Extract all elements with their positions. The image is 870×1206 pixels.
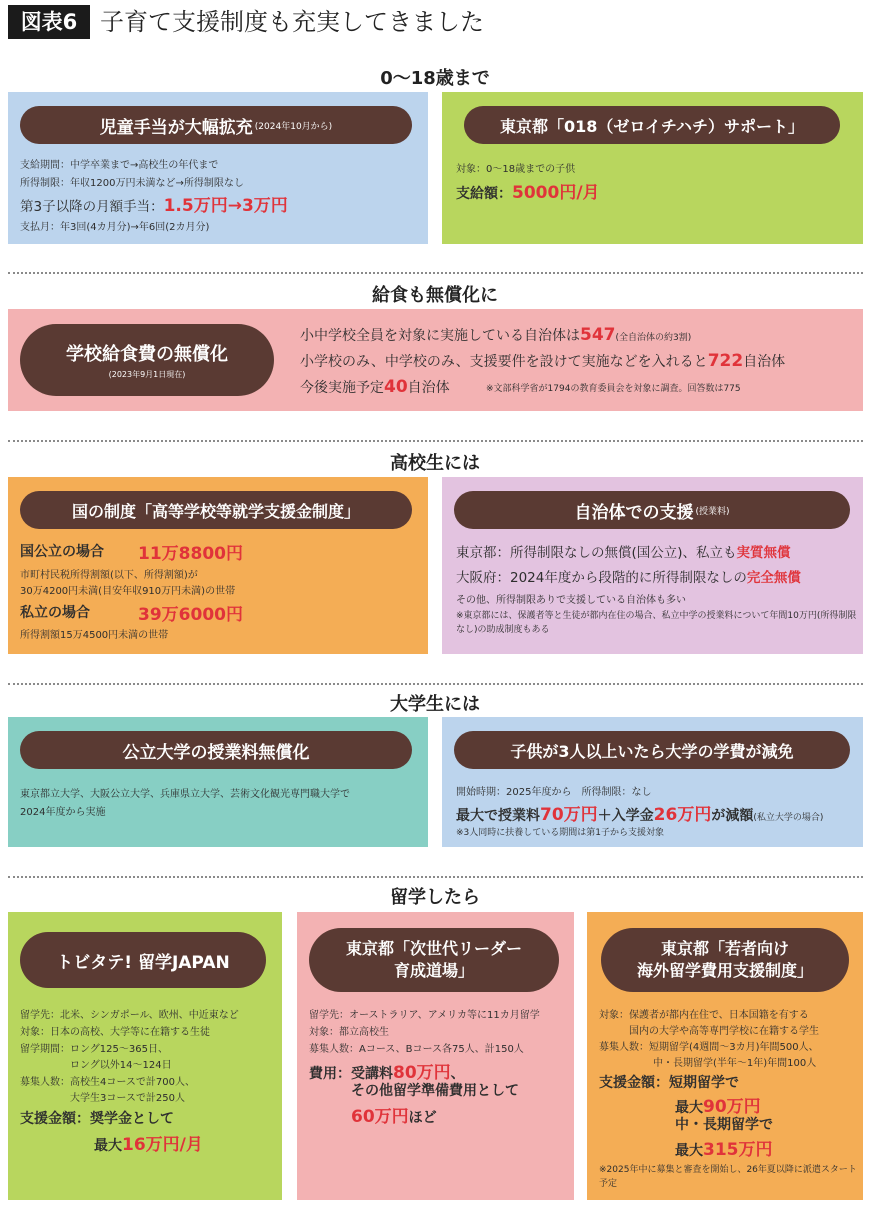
arrow: → — [227, 196, 242, 216]
text-line-highlight — [675, 1135, 773, 1160]
suffix: ほど — [408, 1110, 437, 1126]
text-line: 支給期間：中学卒業まで→高校生の年代まで — [20, 160, 219, 171]
card-tobitate — [8, 912, 282, 1200]
text-line — [456, 541, 791, 561]
card-title-note: (2024年10月から) — [254, 121, 333, 132]
label: 最大 — [94, 1138, 122, 1154]
value-to: 3万円 — [241, 196, 288, 216]
label: 大阪府：2024年度から段階的に所得制限なしの — [456, 570, 747, 586]
text-line-highlight — [456, 800, 823, 825]
text-line-highlight — [20, 191, 288, 216]
text-line: その他留学準備費用として — [351, 1083, 519, 1099]
section-divider — [8, 876, 863, 878]
text-line — [300, 377, 450, 397]
value: 315万円 — [703, 1140, 773, 1160]
label: 第3子以降の月額手当： — [20, 199, 164, 215]
value: 722 — [707, 351, 744, 371]
card-018-support — [442, 92, 863, 244]
card-title: 東京都「若者向け — [660, 938, 789, 958]
text-line: 対象：0～18歳までの子供 — [456, 164, 576, 175]
card-title-pill — [309, 928, 559, 992]
row-public-label: 国公立の場合 — [20, 544, 104, 560]
label: 小学校のみ、中学校のみ、支援要件を設けて実施などを入れると — [300, 354, 708, 370]
card-title-pill — [20, 932, 266, 988]
text-line: 対象：日本の高校、大学等に在籍する生徒 — [20, 1027, 210, 1038]
text-line: 募集人数：Aコース、Bコース各75人、計150人 — [309, 1044, 524, 1055]
text-line: 所得制限：年収1200万円未満など→所得制限なし — [20, 178, 244, 189]
text-line: 東京都立大学、大阪公立大学、兵庫県立大学、芸術文化観光専門職大学で — [20, 789, 350, 800]
card-title: 東京都「018（ゼロイチハチ）サポート」 — [500, 116, 804, 136]
value: 16万円/月 — [122, 1135, 203, 1155]
text-line: ロング以外14～124日 — [70, 1060, 172, 1071]
card-title: トビタテ! 留学JAPAN — [56, 952, 230, 973]
card-title-pill — [20, 324, 274, 396]
label: 費用：受講料 — [309, 1066, 393, 1082]
card-school-lunch — [8, 309, 863, 411]
card-title: 国の制度「高等学校等就学支援金制度」 — [71, 501, 360, 521]
suffix: 自治体 — [407, 380, 450, 396]
row-private-value: 39万6000円 — [138, 605, 243, 625]
label: 小中学校全員を対象に実施している自治体は — [300, 328, 580, 344]
card-next-gen-leader — [297, 912, 574, 1200]
section-heading-0-18: 0～18歳まで — [380, 68, 490, 89]
text-line-highlight — [456, 178, 600, 203]
text-line — [456, 566, 801, 586]
card-public-university-tuition — [8, 717, 428, 847]
figure-badge: 図表6 — [8, 5, 90, 39]
card-national-support-system — [8, 477, 428, 654]
card-title-pill — [464, 106, 840, 144]
value-from: 1.5万円 — [163, 196, 228, 216]
card-title-pill — [20, 731, 412, 769]
text-line — [300, 351, 785, 371]
footnote: 予定 — [599, 1179, 618, 1189]
note: (全自治体の約3割) — [615, 333, 692, 343]
card-title: 学校給食費の無償化 — [66, 344, 228, 365]
text-line: 市町村民税所得割額(以下、所得割額)が — [20, 570, 198, 581]
text-line: 2024年度から実施 — [20, 807, 106, 818]
footnote: ※2025年中に募集と審査を開始し、26年夏以降に派遣スタート — [599, 1165, 857, 1175]
row-public-value: 11万8800円 — [138, 544, 243, 564]
text-line: 国内の大学や高等専門学校に在籍する学生 — [629, 1026, 819, 1037]
text-line: 支援金額：奨学金として — [20, 1111, 174, 1127]
card-title-pill — [454, 731, 850, 769]
value-tuition: 70万円 — [540, 805, 598, 825]
card-title-note: (2023年9月1日現在) — [108, 370, 186, 379]
label: 今後実施予定 — [300, 380, 384, 396]
section-heading-study-abroad: 留学したら — [390, 887, 480, 908]
label: 支給額： — [456, 186, 512, 202]
text-line: 支援金額：短期留学で — [599, 1075, 739, 1091]
label: ＋入学金 — [597, 808, 654, 824]
card-title-pill — [454, 491, 850, 529]
card-title: 育成道場」 — [393, 961, 474, 980]
card-title: 東京都「次世代リーダー — [345, 938, 522, 958]
card-title: 児童手当が大幅拡充 — [99, 117, 253, 138]
card-local-government-support — [442, 477, 863, 654]
note: (私立大学の場合) — [753, 813, 824, 823]
label: 東京都：所得制限なしの無償(国公立)、私立も — [456, 545, 737, 561]
card-title: 海外留学費用支援制度」 — [636, 961, 813, 980]
value: 完全無償 — [746, 570, 801, 586]
text-line: 中・長期留学で — [675, 1117, 773, 1133]
text-line: 支払月：年3回(4カ月分)→年6回(2カ月分) — [20, 222, 210, 233]
card-title-note: (授業料) — [695, 506, 730, 517]
text-line: その他、所得制限ありで支援している自治体も多い — [456, 595, 686, 606]
text-line: 留学先：北米、シンガポール、欧州、中近東など — [20, 1010, 239, 1021]
card-title: 公立大学の授業料無償化 — [122, 742, 310, 763]
page-title: 子育て支援制度も充実してきました — [100, 8, 484, 36]
value: 60万円 — [351, 1107, 409, 1127]
footnote: ※東京都には、保護者等と生徒が都内在住の場合、私立中学の授業料について年間10万円(所得制限 — [456, 611, 857, 621]
row-private-label: 私立の場合 — [20, 605, 90, 621]
label: 最大で授業料 — [456, 808, 540, 824]
section-divider — [8, 272, 863, 274]
card-title-pill — [20, 106, 412, 144]
label: 最大 — [675, 1143, 703, 1159]
value: 547 — [580, 325, 616, 345]
value-admission: 26万円 — [653, 805, 712, 825]
footnote: ※3人同時に扶養している期間は第1子から支援対象 — [456, 828, 664, 838]
text-line: 所得割額15万4500円未満の世帯 — [20, 630, 169, 641]
text-line: 中・長期留学(半年～1年)年間100人 — [653, 1058, 817, 1069]
text-line: 留学先：オーストラリア、アメリカ等に11カ月留学 — [309, 1010, 540, 1021]
value: 80万円 — [393, 1063, 451, 1083]
text-line: 留学期間：ロング125～365日、 — [20, 1044, 168, 1055]
suffix: 自治体 — [743, 354, 786, 370]
card-title: 自治体での支援 — [574, 502, 694, 523]
text-line-highlight — [351, 1102, 437, 1127]
section-divider — [8, 440, 863, 442]
section-heading-university: 大学生には — [390, 694, 480, 715]
card-youth-overseas-study — [587, 912, 863, 1200]
card-title-pill — [601, 928, 849, 992]
text-line-highlight — [94, 1130, 203, 1155]
value: 40 — [384, 377, 408, 397]
footnote: なし)の助成制度もある — [456, 625, 550, 635]
text-line: 対象：保護者が都内在住で、日本国籍を有する — [599, 1010, 809, 1021]
value: 5000円/月 — [512, 183, 600, 203]
card-title: 子供が3人以上いたら大学の学費が減免 — [510, 741, 794, 761]
text-line: 募集人数：高校生4コースで計700人、 — [20, 1077, 195, 1088]
footnote: ※文部科学省が1794の教育委員会を対象に調査。回答数は775 — [486, 384, 741, 394]
text-line — [300, 325, 691, 345]
section-heading-high-school: 高校生には — [390, 453, 480, 474]
text-line: 募集人数：短期留学(4週間～3カ月)年間500人、 — [599, 1042, 819, 1053]
text-line: 開始時期：2025年度から 所得制限：なし — [456, 787, 652, 798]
card-title-pill — [20, 491, 412, 529]
label: 最大 — [675, 1100, 703, 1116]
section-heading-school-lunch: 給食も無償化に — [372, 285, 498, 306]
text-line: 30万4200円未満(目安年収910万円未満)の世帯 — [20, 586, 236, 597]
section-divider — [8, 683, 863, 685]
suffix: 、 — [450, 1066, 465, 1082]
card-three-children-reduction — [442, 717, 863, 847]
card-child-allowance — [8, 92, 428, 244]
label: が減額 — [711, 808, 754, 824]
text-line: 対象：都立高校生 — [309, 1027, 389, 1038]
text-line: 大学生3コースで計250人 — [70, 1093, 185, 1104]
value: 実質無償 — [736, 545, 791, 561]
value: 90万円 — [703, 1097, 761, 1117]
